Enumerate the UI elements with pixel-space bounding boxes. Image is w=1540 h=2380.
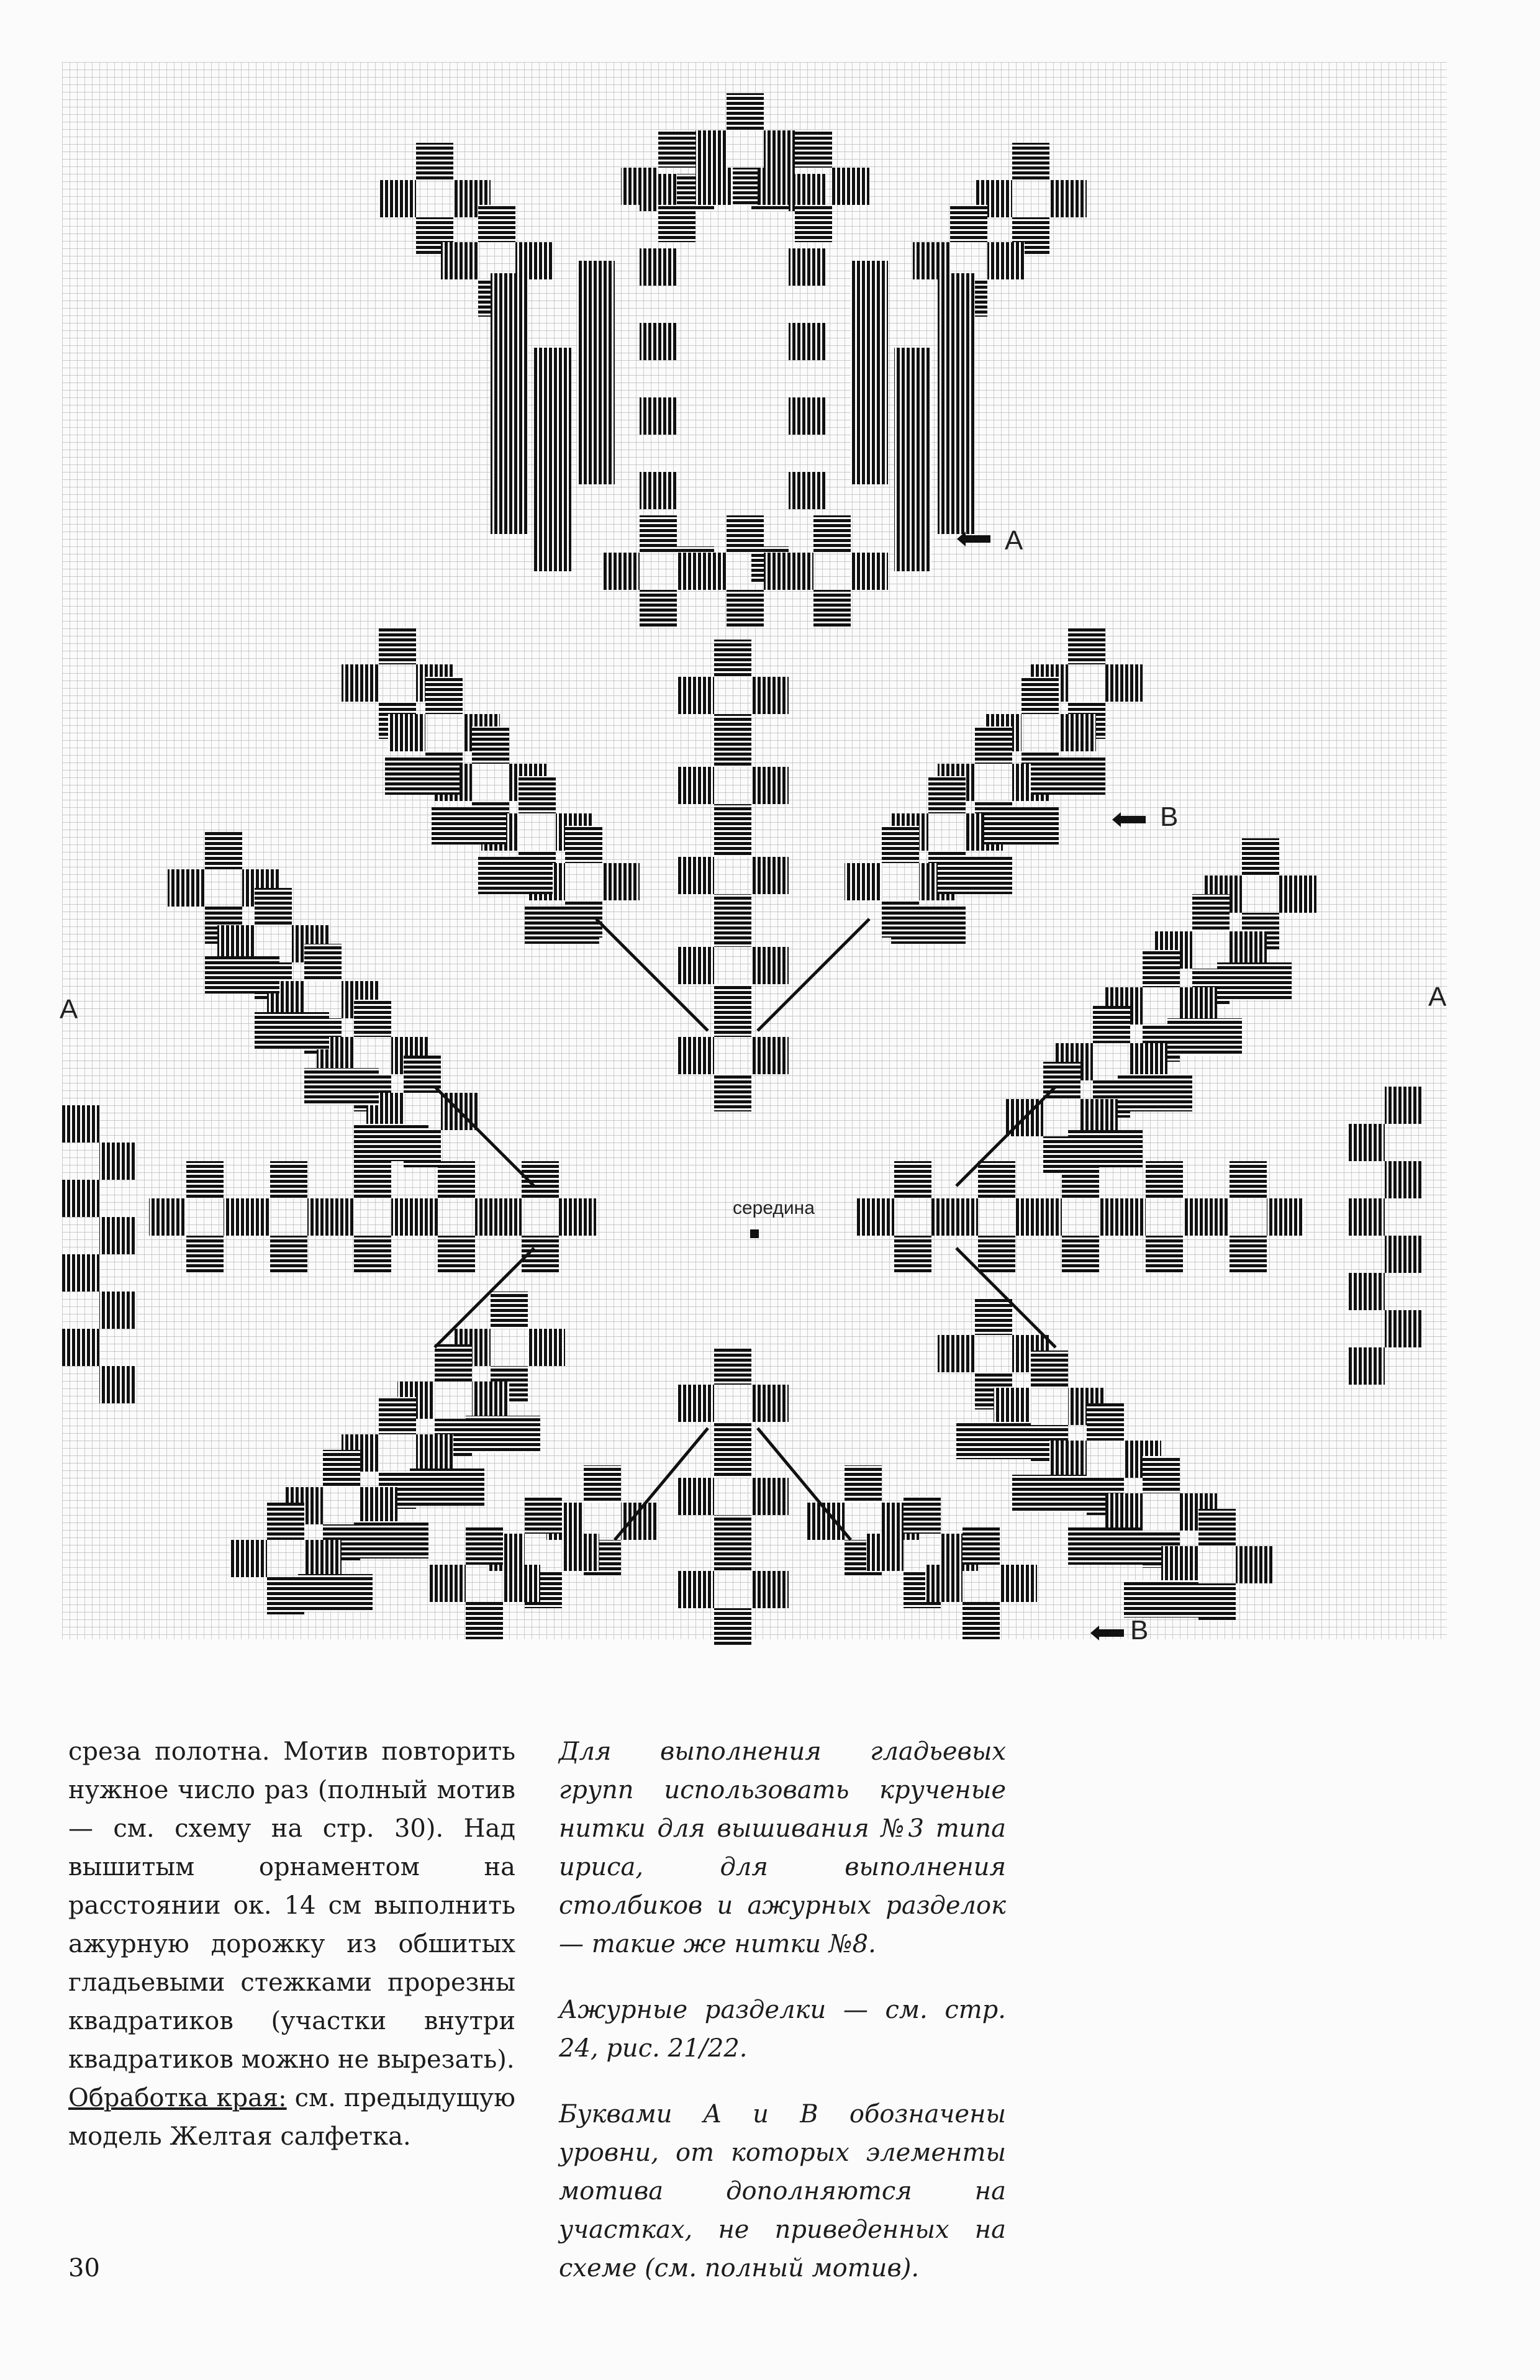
threads-note: Для выполнения гладьевых групп использовать крученые нитки для вышивания №3 типа ириса, для выполнения столбиков и ажурных разделок — такие же нитки №8. bbox=[559, 1737, 1006, 1958]
satin-block bbox=[1059, 714, 1096, 751]
satin-block bbox=[1198, 1583, 1236, 1621]
satin-block bbox=[1062, 1161, 1099, 1198]
edge-paragraph bbox=[68, 2079, 515, 2156]
satin-block bbox=[677, 677, 714, 714]
satin-block bbox=[1167, 1018, 1242, 1056]
satin-block bbox=[751, 767, 789, 804]
satin-block bbox=[677, 947, 714, 984]
satin-block bbox=[416, 1434, 453, 1472]
satin-block bbox=[851, 261, 888, 298]
instructions-paragraph: среза полотна. Мотив повторить нужное число раз (полный мотив — см. схему на стр. 30). Над вышитым орнаментом на расстоянии ок. 14 см выполнить ажурную дорожку из обшитых гладьевыми стежками прорезны квадратиков (участки внутри квадратиков можно не вырезать). bbox=[68, 1737, 515, 2074]
satin-block bbox=[894, 385, 931, 422]
satin-block bbox=[432, 807, 506, 844]
satin-block bbox=[559, 1198, 596, 1236]
satin-block bbox=[714, 1347, 751, 1385]
satin-block bbox=[466, 1527, 503, 1565]
satin-block bbox=[379, 180, 416, 217]
satin-block bbox=[62, 1180, 99, 1217]
satin-block bbox=[962, 1602, 1000, 1639]
satin-block bbox=[186, 1236, 224, 1273]
satin-block bbox=[491, 348, 528, 385]
satin-block bbox=[525, 907, 599, 944]
satin-block bbox=[882, 826, 919, 863]
satin-block bbox=[149, 1198, 186, 1236]
satin-block bbox=[401, 1198, 438, 1236]
marker-a-top: A bbox=[1005, 525, 1023, 556]
satin-block bbox=[255, 1012, 329, 1049]
satin-block bbox=[891, 907, 966, 944]
satin-block bbox=[714, 820, 751, 857]
satin-block bbox=[1279, 876, 1316, 913]
satin-block bbox=[438, 1161, 475, 1198]
satin-block bbox=[304, 944, 342, 981]
center-dot bbox=[750, 1229, 759, 1238]
satin-block bbox=[851, 553, 888, 590]
satin-block bbox=[695, 168, 733, 205]
satin-block bbox=[640, 397, 677, 435]
satin-block bbox=[962, 1527, 1000, 1565]
satin-block bbox=[894, 348, 931, 385]
satin-block bbox=[354, 1236, 391, 1273]
satin-block bbox=[1124, 1580, 1198, 1618]
satin-block bbox=[789, 397, 826, 435]
satin-block bbox=[941, 1198, 978, 1236]
satin-block bbox=[677, 1571, 714, 1608]
satin-block bbox=[379, 627, 416, 664]
satin-block bbox=[379, 1397, 416, 1434]
satin-block bbox=[714, 1000, 751, 1037]
satin-block bbox=[466, 1416, 540, 1453]
satin-block bbox=[640, 590, 677, 627]
satin-block bbox=[925, 1565, 962, 1602]
satin-block bbox=[758, 168, 795, 205]
satin-block bbox=[1025, 1198, 1062, 1236]
satin-block bbox=[751, 677, 789, 714]
satin-block bbox=[904, 1496, 941, 1534]
satin-block bbox=[354, 1161, 391, 1198]
satin-block bbox=[751, 1385, 789, 1422]
satin-block bbox=[62, 1329, 99, 1366]
satin-block bbox=[1385, 1310, 1422, 1347]
satin-block bbox=[1146, 1236, 1183, 1273]
satin-block bbox=[1161, 1546, 1198, 1583]
satin-block bbox=[894, 534, 931, 571]
satin-block bbox=[255, 888, 292, 925]
satin-block bbox=[491, 459, 528, 497]
satin-block bbox=[1348, 1347, 1385, 1385]
satin-block bbox=[565, 826, 602, 863]
satin-block bbox=[1021, 677, 1059, 714]
satin-block bbox=[1049, 1441, 1087, 1478]
satin-block bbox=[928, 776, 966, 813]
satin-block bbox=[168, 869, 205, 907]
satin-block bbox=[677, 767, 714, 804]
marker-b-bottom: B bbox=[1130, 1615, 1149, 1645]
satin-block bbox=[525, 1496, 562, 1534]
satin-block bbox=[950, 205, 987, 242]
satin-block bbox=[677, 857, 714, 894]
satin-block bbox=[534, 385, 571, 422]
satin-block bbox=[270, 1161, 307, 1198]
satin-block bbox=[317, 1198, 354, 1236]
satin-block bbox=[323, 1450, 360, 1487]
openwork-note: Ажурные разделки — см. стр. 24, рис. 21/22. bbox=[559, 1996, 1006, 2063]
satin-block bbox=[714, 1074, 751, 1111]
satin-block bbox=[813, 515, 851, 553]
satin-block bbox=[938, 385, 975, 422]
satin-block bbox=[1385, 1161, 1422, 1198]
satin-block bbox=[857, 1198, 894, 1236]
edge-text: см. предыдущую модель Желтая салфетка. bbox=[68, 2084, 515, 2151]
satin-block bbox=[438, 1236, 475, 1273]
satin-block bbox=[776, 553, 813, 590]
satin-block bbox=[270, 1236, 307, 1273]
satin-block bbox=[1192, 1198, 1230, 1236]
satin-block bbox=[751, 1571, 789, 1608]
satin-block bbox=[851, 335, 888, 373]
satin-block bbox=[1105, 1493, 1143, 1531]
satin-block bbox=[714, 1534, 751, 1571]
satin-block bbox=[578, 410, 615, 447]
satin-block bbox=[1348, 1273, 1385, 1310]
satin-block bbox=[984, 807, 1059, 844]
satin-block bbox=[813, 590, 851, 627]
satin-block bbox=[491, 310, 528, 348]
satin-block bbox=[845, 1465, 882, 1503]
satin-block bbox=[478, 857, 553, 894]
satin-block bbox=[1012, 143, 1049, 180]
levels-note: Буквами A и B обозначены уровни, от которых элементы мотива дополняются на участках, не приведенных на схеме (см. полный мотив). bbox=[559, 2100, 1006, 2283]
satin-block bbox=[354, 1000, 391, 1037]
satin-block bbox=[267, 1503, 304, 1540]
satin-block bbox=[938, 857, 1012, 894]
satin-block bbox=[727, 93, 764, 130]
satin-block bbox=[832, 168, 869, 205]
satin-block bbox=[1031, 758, 1105, 795]
satin-block bbox=[578, 261, 615, 298]
satin-block bbox=[640, 248, 677, 286]
satin-block bbox=[640, 515, 677, 553]
satin-block bbox=[441, 242, 478, 279]
satin-block bbox=[1267, 1198, 1304, 1236]
satin-block bbox=[677, 1478, 714, 1515]
satin-block bbox=[795, 130, 832, 168]
satin-block bbox=[938, 348, 975, 385]
satin-block bbox=[714, 640, 751, 677]
satin-block bbox=[578, 373, 615, 410]
satin-block bbox=[938, 273, 975, 310]
satin-block bbox=[360, 1487, 397, 1524]
satin-block bbox=[689, 553, 727, 590]
satin-block bbox=[851, 447, 888, 484]
satin-block bbox=[1062, 1236, 1099, 1273]
satin-block bbox=[751, 857, 789, 894]
satin-block bbox=[233, 1198, 270, 1236]
satin-block bbox=[304, 1540, 342, 1577]
edge-label: Обработка края: bbox=[68, 2084, 287, 2112]
satin-block bbox=[385, 758, 460, 795]
satin-block bbox=[714, 730, 751, 767]
satin-block bbox=[388, 714, 425, 751]
satin-block bbox=[1105, 664, 1143, 702]
satin-block bbox=[491, 385, 528, 422]
satin-block bbox=[1230, 1236, 1267, 1273]
satin-block bbox=[851, 373, 888, 410]
satin-block bbox=[304, 1068, 379, 1105]
satin-block bbox=[1087, 1403, 1124, 1441]
satin-block bbox=[428, 1565, 466, 1602]
satin-block bbox=[578, 447, 615, 484]
satin-block bbox=[1093, 1006, 1130, 1043]
satin-block bbox=[789, 248, 826, 286]
satin-block bbox=[416, 143, 453, 180]
satin-block bbox=[1068, 1527, 1143, 1565]
satin-block bbox=[62, 1105, 99, 1142]
satin-block bbox=[789, 323, 826, 360]
satin-block bbox=[466, 1602, 503, 1639]
satin-block bbox=[562, 1534, 599, 1571]
satin-block bbox=[503, 1565, 540, 1602]
embroidery-chart bbox=[60, 62, 1447, 1645]
satin-block bbox=[1146, 1161, 1183, 1198]
satin-block bbox=[354, 1521, 428, 1559]
satin-block bbox=[640, 323, 677, 360]
satin-block bbox=[205, 956, 279, 993]
satin-block bbox=[99, 1142, 137, 1180]
marker-a-left: A bbox=[60, 994, 78, 1025]
marker-a-right: A bbox=[1428, 982, 1447, 1012]
satin-block bbox=[658, 205, 695, 242]
satin-block bbox=[894, 497, 931, 534]
satin-block bbox=[851, 410, 888, 447]
satin-block bbox=[714, 910, 751, 947]
page-number: 30 bbox=[68, 2254, 100, 2283]
satin-block bbox=[472, 726, 509, 764]
satin-block bbox=[230, 1540, 267, 1577]
satin-block bbox=[1230, 1161, 1267, 1198]
satin-block bbox=[938, 422, 975, 459]
satin-block bbox=[1198, 1509, 1236, 1546]
satin-block bbox=[534, 497, 571, 534]
satin-block bbox=[1385, 1236, 1422, 1273]
satin-block bbox=[1192, 894, 1230, 931]
marker-b-mid: B bbox=[1160, 802, 1179, 832]
satin-block bbox=[186, 1161, 224, 1198]
satin-block bbox=[1348, 1198, 1385, 1236]
satin-block bbox=[602, 863, 640, 900]
satin-block bbox=[534, 534, 571, 571]
satin-block bbox=[975, 726, 1012, 764]
satin-block bbox=[1000, 1565, 1037, 1602]
satin-block bbox=[62, 1254, 99, 1292]
satin-block bbox=[472, 1382, 509, 1419]
satin-block bbox=[975, 1298, 1012, 1335]
satin-block bbox=[1143, 950, 1180, 987]
satin-block bbox=[640, 472, 677, 509]
satin-block bbox=[491, 273, 528, 310]
satin-block bbox=[621, 168, 658, 205]
satin-block bbox=[1217, 962, 1292, 1000]
satin-block bbox=[578, 335, 615, 373]
satin-block bbox=[491, 422, 528, 459]
satin-block bbox=[1108, 1198, 1146, 1236]
satin-block bbox=[938, 459, 975, 497]
satin-block bbox=[677, 1385, 714, 1422]
satin-block bbox=[519, 776, 556, 813]
satin-block bbox=[1049, 180, 1087, 217]
satin-block bbox=[677, 1037, 714, 1074]
satin-block bbox=[99, 1366, 137, 1403]
satin-block bbox=[938, 497, 975, 534]
satin-block bbox=[938, 1335, 975, 1372]
satin-block bbox=[1068, 627, 1105, 664]
chart-svg bbox=[60, 62, 1447, 1645]
satin-block bbox=[1031, 1351, 1068, 1388]
satin-block bbox=[866, 1534, 904, 1571]
satin-block bbox=[1348, 1124, 1385, 1161]
satin-block bbox=[491, 1292, 528, 1329]
satin-block bbox=[987, 242, 1025, 279]
satin-block bbox=[1143, 1456, 1180, 1493]
satin-block bbox=[99, 1217, 137, 1254]
satin-block bbox=[534, 348, 571, 385]
satin-block bbox=[534, 459, 571, 497]
satin-block bbox=[534, 422, 571, 459]
satin-block bbox=[435, 1344, 472, 1382]
satin-block bbox=[894, 1161, 931, 1198]
satin-block bbox=[751, 1478, 789, 1515]
satin-block bbox=[1385, 1087, 1422, 1124]
satin-block bbox=[99, 1292, 137, 1329]
satin-block bbox=[658, 130, 695, 168]
satin-block bbox=[789, 472, 826, 509]
satin-block bbox=[342, 664, 379, 702]
satin-block bbox=[1118, 1074, 1192, 1111]
text-column-right bbox=[559, 1732, 1006, 2315]
satin-block bbox=[978, 1161, 1015, 1198]
satin-block bbox=[851, 298, 888, 335]
satin-block bbox=[425, 677, 463, 714]
satin-block bbox=[484, 1198, 522, 1236]
satin-block bbox=[978, 1236, 1015, 1273]
text-column-left bbox=[68, 1732, 515, 2156]
satin-block bbox=[894, 1236, 931, 1273]
satin-block bbox=[894, 422, 931, 459]
satin-block bbox=[751, 1037, 789, 1074]
satin-block bbox=[354, 1124, 428, 1161]
satin-block bbox=[1236, 1546, 1273, 1583]
satin-block bbox=[994, 1388, 1031, 1425]
satin-block bbox=[205, 832, 242, 869]
satin-block bbox=[938, 310, 975, 348]
satin-block bbox=[956, 1422, 1031, 1459]
center-label: середина bbox=[733, 1198, 815, 1218]
satin-block bbox=[1242, 838, 1279, 876]
satin-block bbox=[714, 1608, 751, 1645]
satin-block bbox=[727, 515, 764, 553]
satin-block bbox=[578, 298, 615, 335]
satin-block bbox=[602, 553, 640, 590]
satin-block bbox=[410, 1468, 484, 1506]
satin-block bbox=[795, 205, 832, 242]
satin-block bbox=[478, 205, 515, 242]
satin-block bbox=[714, 1441, 751, 1478]
satin-block bbox=[491, 497, 528, 534]
satin-block bbox=[1012, 1475, 1087, 1512]
satin-block bbox=[584, 1465, 621, 1503]
satin-block bbox=[727, 590, 764, 627]
satin-block bbox=[528, 1329, 565, 1366]
satin-block bbox=[298, 1574, 373, 1611]
satin-block bbox=[894, 459, 931, 497]
satin-block bbox=[845, 863, 882, 900]
satin-block bbox=[751, 947, 789, 984]
